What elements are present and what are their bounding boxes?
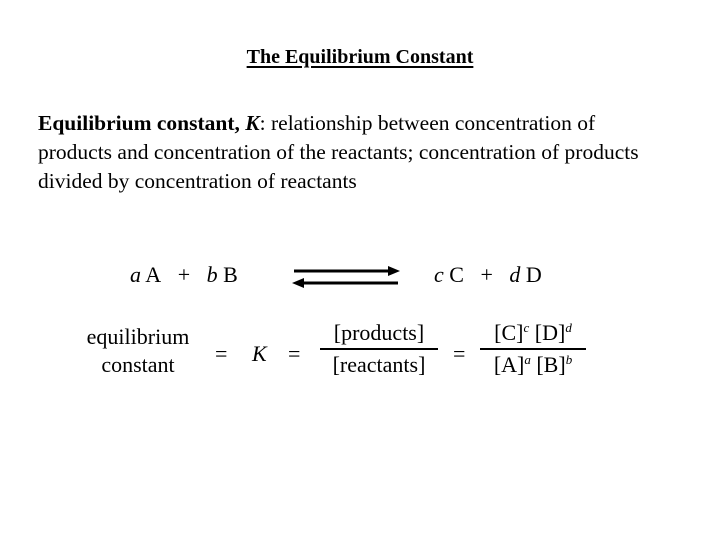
label-line-2: constant: [101, 352, 175, 377]
equilibrium-arrows-icon: [290, 264, 402, 290]
products-numerator: [products]: [333, 320, 425, 345]
exp-d: d: [565, 320, 572, 335]
coef-a: a: [130, 262, 141, 287]
definition-text-3: divided by concentration of reactants: [38, 169, 357, 193]
species-B: B: [223, 262, 238, 287]
plus-left: +: [177, 262, 191, 287]
page-title: The Equilibrium Constant: [246, 46, 474, 68]
coef-c: c: [434, 262, 444, 287]
coef-d: d: [509, 262, 521, 287]
conc-C: [C]: [494, 320, 524, 345]
plus-right: +: [480, 262, 493, 287]
products-side: [434, 262, 542, 288]
conc-B: [B]: [536, 352, 566, 377]
reactants-side: [130, 262, 238, 288]
equals-sign: =: [215, 341, 228, 366]
conc-A: [A]: [493, 352, 525, 377]
fraction-bar: [320, 348, 438, 350]
fraction-numerator: [480, 320, 586, 346]
equals-sign: =: [288, 341, 301, 366]
definition-text-1: : relationship between concentration of: [259, 111, 596, 135]
coef-b: b: [206, 262, 218, 287]
reactants-denominator: [reactants]: [332, 352, 426, 377]
exp-a: a: [524, 352, 531, 367]
products-over-reactants-fraction: [320, 320, 438, 378]
label-line-1: equilibrium: [86, 324, 190, 349]
equilibrium-constant-label: [76, 323, 200, 379]
concentration-fraction: [480, 320, 586, 378]
definition-term: Equilibrium constant,: [38, 111, 246, 135]
conc-D: [D]: [534, 320, 566, 345]
exp-b: b: [565, 352, 573, 367]
definition-text-2: products and concentration of the reactants; concentration of products: [38, 140, 639, 164]
equals-sign: =: [453, 341, 466, 366]
fraction-denominator: [480, 352, 586, 378]
k-symbol: K: [245, 111, 260, 135]
species-C: C: [449, 262, 464, 287]
k-variable: K: [252, 341, 267, 366]
species-A: A: [145, 262, 162, 287]
species-D: D: [525, 262, 542, 287]
definition-paragraph: [38, 109, 718, 196]
fraction-bar: [480, 348, 586, 350]
exp-c: c: [523, 320, 530, 335]
